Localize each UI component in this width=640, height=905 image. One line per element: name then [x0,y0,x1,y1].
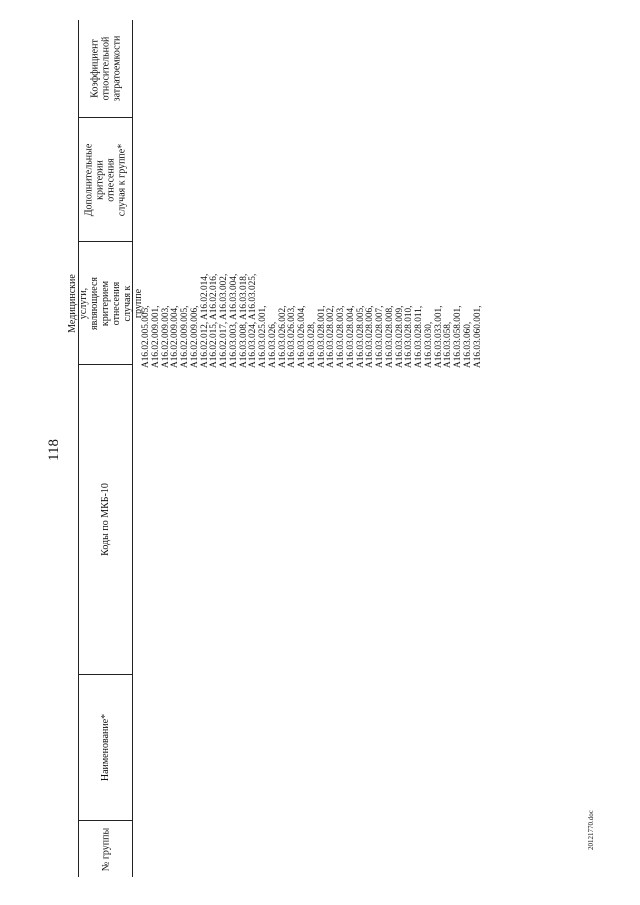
header-icd-codes: Коды по МКБ-10 [100,483,111,556]
service-code-line: A16.02.009.005, [180,305,190,368]
service-code-line: A16.02.015, A16.02.016, [209,273,220,368]
service-code-line: A16.03.026.003, [287,305,298,368]
service-code-line: A16.03.028.003, [336,305,346,368]
service-code-line: A16.03.025.001, [258,305,268,368]
service-code-line: A16.02.017, A16.03.002, [219,273,229,368]
page-number: 118 [46,439,62,461]
service-code-line: A16.02.012, A16.02.014, [199,273,210,368]
service-code-line: A16.03.024, A16.03.025, [248,273,259,368]
service-code-line: A16.02.005.005, [141,305,151,368]
service-code-line: A16.03.060.001, [472,305,483,368]
service-code-line: A16.03.028.004, [345,305,356,368]
header-coefficient: Коэффициент относительной затратоемкости [89,35,122,102]
service-code-line: A16.03.008, A16.03.018, [238,273,249,368]
service-code-line: A16.02.009.006, [189,305,200,368]
service-code-line: A16.03.030, [423,321,434,368]
service-code-line: A16.03.028.010, [404,305,415,368]
service-code-line: A16.03.026.004, [297,305,307,368]
service-code-line: A16.03.058, [443,321,454,368]
service-code-line: A16.03.033.001, [433,305,444,368]
service-code-line: A16.03.003, A16.03.004, [228,273,239,368]
service-code-line: A16.03.028.008, [384,305,395,368]
service-code-line: A16.03.028, [306,321,317,368]
header-group-no: № группы [100,827,111,871]
service-code-line: A16.03.060, [462,321,473,368]
service-code-line: A16.03.028.001, [316,305,327,368]
service-code-line: A16.03.028.007, [375,305,385,368]
service-code-line: A16.03.026.002, [277,305,288,368]
service-code-line: A16.03.058.001, [453,305,463,368]
footer-document-code: 20121770.doc [587,810,595,850]
service-code-line: A16.03.028.011, [414,305,424,368]
service-code-line: A16.02.009.003, [160,305,171,368]
service-code-line: A16.02.009.004, [170,305,181,368]
service-code-line: A16.03.028.006, [365,305,376,368]
header-extra-criteria: Дополнительные критерии отнесения случая к группе* [83,143,128,216]
service-code-line: A16.03.028.005, [355,305,366,368]
header-name: Наименование* [100,713,111,782]
service-code-line: A16.03.028.002, [326,305,337,368]
service-code-line: A16.03.028.009, [394,305,405,368]
service-code-line: A16.02.009.001, [150,305,161,368]
header-services: Медицинские услуги, являющиеся критерием отнесения случая к группе [67,273,144,333]
service-code-line: A16.03.026, [267,321,278,368]
